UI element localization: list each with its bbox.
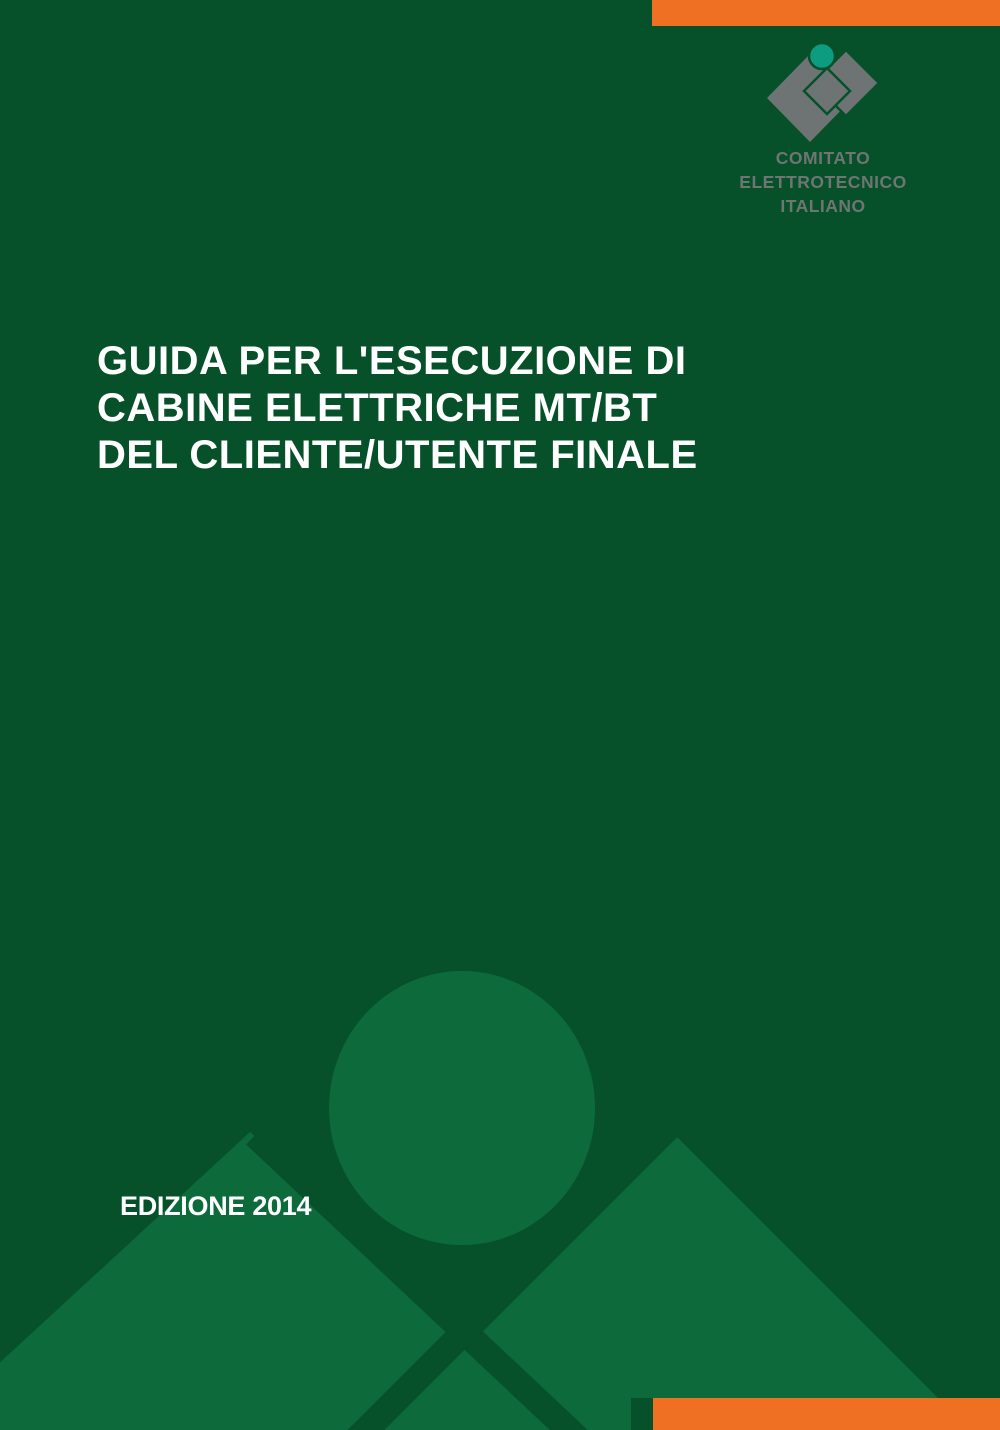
logo-circle-icon: [809, 43, 835, 69]
top-orange-bar: [652, 0, 1000, 26]
title-line-3: DEL CLIENTE/UTENTE FINALE: [97, 433, 698, 477]
title-line-2: CABINE ELETTRICHE MT/BT: [97, 386, 658, 430]
org-line-1: COMITATO: [775, 148, 871, 168]
bottom-bar-shadow: [631, 1398, 653, 1430]
edition-label: EDIZIONE 2014: [120, 1191, 312, 1221]
title-line-1: GUIDA PER L'ESECUZIONE DI: [97, 339, 687, 383]
circle-decoration: [329, 971, 595, 1245]
cover-title: [97, 338, 857, 479]
organization-name: [693, 146, 953, 218]
bottom-orange-bar: [653, 1398, 1000, 1430]
org-line-2: ELETTROTECNICO: [739, 172, 907, 192]
org-line-3: ITALIANO: [780, 196, 866, 216]
